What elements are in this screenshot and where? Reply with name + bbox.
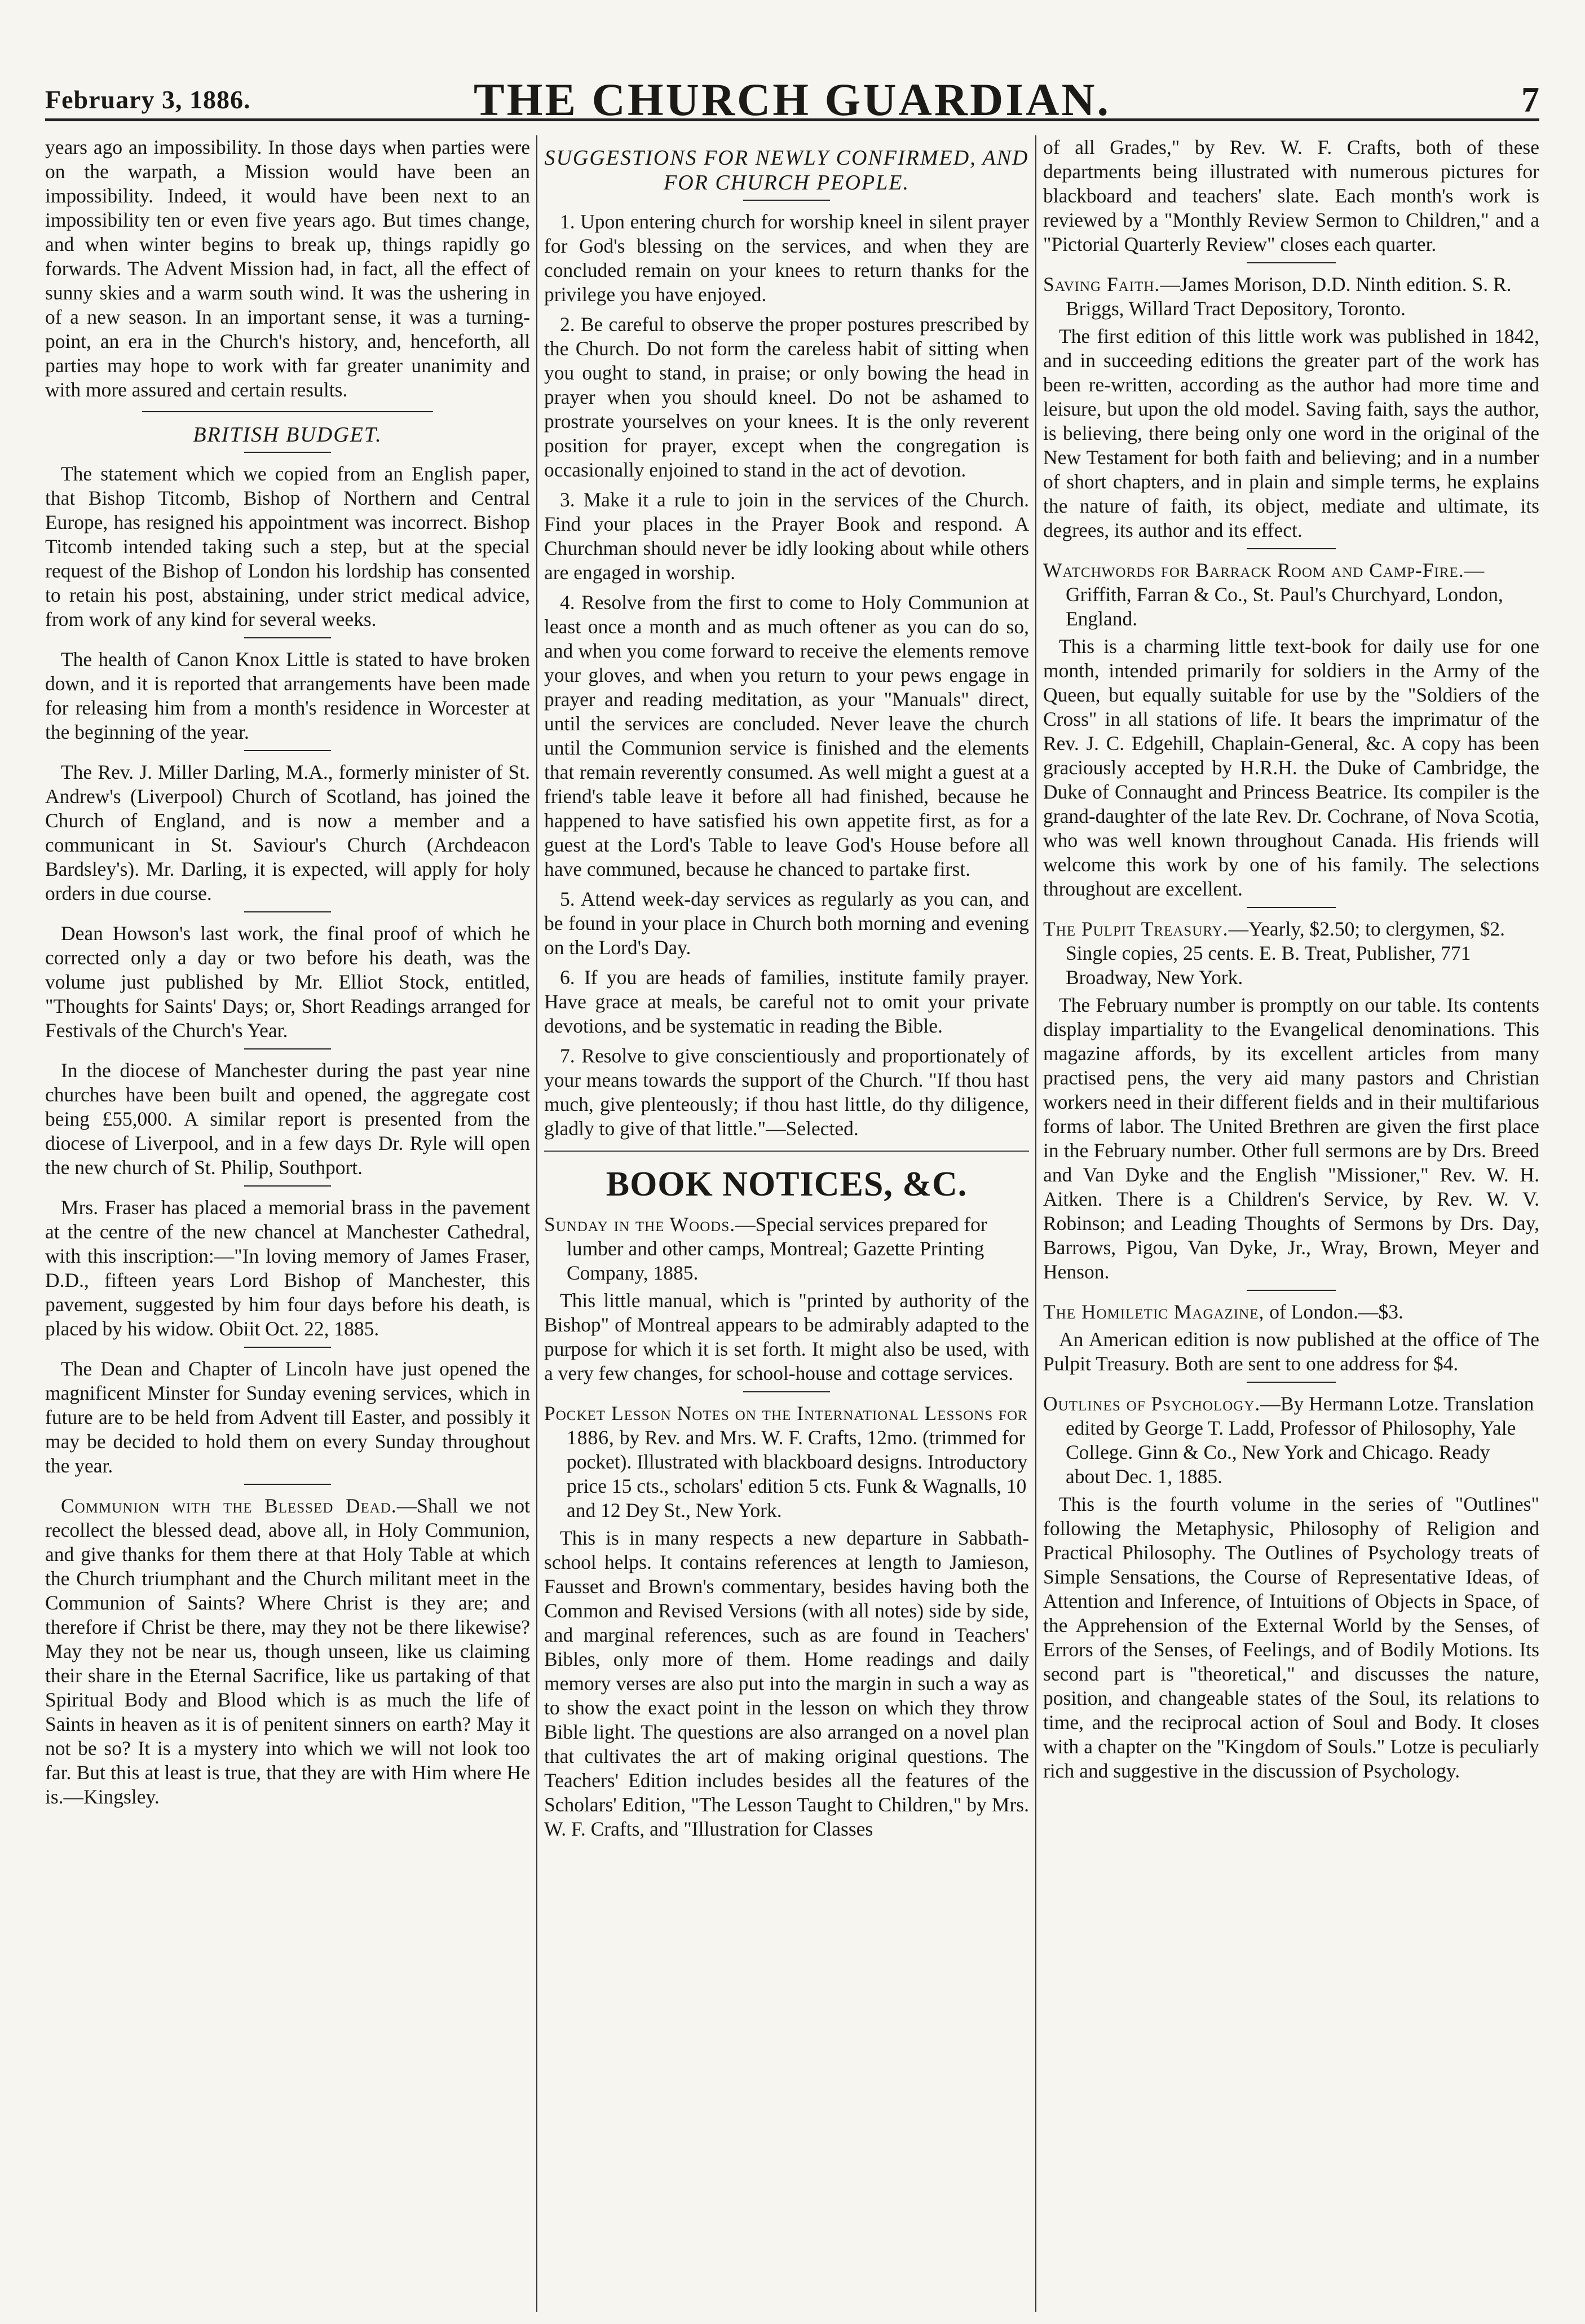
book-details: —James Morison, D.D. Ninth edition. S. R. Briggs, Willard Tract Depository, Toronto. [1066,273,1512,320]
suggestion-item: 1. Upon entering church for worship kneel in silent prayer for God's blessing on the services, and when they are concluded remain on your knees to return thanks for the privilege you have enjoyed. [544,210,1029,306]
news-item: The Rev. J. Miller Darling, M.A., formerly minister of St. Andrew's (Liverpool) Church of Scotland, has joined the Church of England, and is now a member and a communicant in St. Saviour's Church (Archdeacon Bardsley's). Mr. Darling, it is expected, will apply for holy orders in due course. [45,761,530,905]
book-title: The Pulpit Treasury. [1043,918,1229,940]
section-rule [142,411,433,412]
heading-rule [244,452,332,453]
book-title: Sunday in the Woods. [544,1213,736,1236]
column-divider [536,135,537,2312]
book-details: —Yearly, $2.50; to clergymen, $2. Single copies, 25 cents. E. B. Treat, Publisher, 771 Broadway, New York. [1066,918,1505,989]
masthead [45,62,1539,125]
item-rule [743,1391,831,1392]
book-details: —Special services prepared for lumber and other camps, Montreal; Gazette Printing Company, 1885. [567,1213,987,1284]
item-heading: Communion with the Blessed Dead. [61,1494,397,1517]
item-rule [244,911,332,912]
column-3 [1043,135,1539,2312]
book-review: This is in many respects a new departure in Sabbath-school helps. It contains references at length to Jamieson, Fausset and Brown's commentary, besides having both the Common and Revised Versions (with all notes) side by side, and marginal references, such as are found in Teachers' Bibles, only more of them. Home readings and daily memory verses are also put into the margin in such a way as to show the exact point in the lesson on which they throw Bible light. The questions are also arranged on a novel plan that cultivates the art of making original questions. The Teachers' Edition includes besides all the features of the Scholars' Edition, "The Lesson Taught to Children," by Mrs. W. F. Crafts, and "Illustration for Classes [544,1527,1029,1840]
column-divider [1035,135,1036,2312]
news-item-communion [45,1494,530,1809]
book-review: An American edition is now published at the office of The Pulpit Treasury. Both are sent to one address for $4. [1043,1328,1539,1375]
column-2 [544,135,1029,2312]
book-review: The first edition of this little work was published in 1842, and in succeeding editions the greater part of the work has been re-written, according as the author had more time and leisure, but upon the old model. Saving faith, says the author, is believing, there being only one word in the original of the New Testament for both faith and believing; and in a number of short chapters, and in plain and simple terms, he explains the nature of faith, its object, mediate and ultimate, its degrees, its author and its effect. [1043,325,1539,541]
book-review: This is a charming little text-book for daily use for one month, intended primarily for soldiers in the Army of the Queen, but equally suitable for use by the "Soldiers of the Cross" in all stations of life. It bears the imprimatur of the Rev. J. C. Edgehill, Chaplain-General, &c. A copy has been graciously accepted by H.R.H. the Duke of Cambridge, the Duke of Connaught and Princess Beatrice. Its compiler is the grand-daughter of the late Rev. Dr. Cochrane, of Nova Scotia, who was well known throughout Canada. His friends will welcome this work by one of his family. The selections throughout are excellent. [1043,635,1539,900]
book-notice-entry [1043,272,1539,321]
suggestion-item: 6. If you are heads of families, institute family prayer. Have grace at meals, be careful not to omit your private devotions, and be systematic in reading the Bible. [544,966,1029,1037]
book-details: of London.—$3. [1269,1300,1403,1323]
item-rule [1247,548,1336,549]
book-notice-entry [544,1401,1029,1523]
item-rule [244,1484,332,1485]
item-rule [1247,907,1336,908]
section-rule [544,1150,1029,1152]
book-title: Saving Faith. [1043,273,1160,296]
news-item: The statement which we copied from an English paper, that Bishop Titcomb, Bishop of Northern and Central Europe, has resigned his appointment was incorrect. Bishop Titcomb intended taking such a step, but at the special request of the Bishop of London his lordship has consented to retain his post, abstaining, under strict medical advice, from work of any kind for several weeks. [45,462,530,630]
book-notice-entry [1043,558,1539,631]
book-notice-entry [1043,1392,1539,1489]
book-title: The Homiletic Magazine, [1043,1300,1265,1323]
newspaper-title: THE CHURCH GUARDIAN. [473,74,1111,125]
article-continuation: years ago an impossibility. In those days when parties were on the warpath, a Mission would have been an impossibility. Indeed, it would have been next to an impossibility ten or even five years ago. But times change, and when winter begins to break up, things rapidly go forwards. The Advent Mission had, in fact, all the effect of sunny skies and a warm south wind. It was the ushering in of a new season. In an important sense, it was a turning-point, an era in the Church's history, and, henceforth, all parties may hope to work with far greater unanimity and with more assured and certain results. [45,136,530,401]
book-title: Outlines of Psychology. [1043,1392,1261,1415]
book-notice-entry [1043,1300,1539,1324]
heading-rule [743,200,831,201]
issue-date: February 3, 1886. [45,85,251,114]
item-rule [1247,1382,1336,1383]
news-item: The Dean and Chapter of Lincoln have just opened the magnificent Minster for Sunday evening services, which in future are to be held from Advent till Easter, and possibly it may be decided to hold them on every Sunday throughout the year. [45,1357,530,1477]
book-review: The February number is promptly on our table. Its contents display impartiality to the Evangelical denominations. This magazine affords, by its excellent articles from many practised pens, the very aid many pastors and Christian workers need in their different fields and in their multifarious forms of labor. The United Brethren are given the first place in the February number. Other full sermons are by Drs. Breed and Van Dyke and the English "Missioner," Rev. W. H. Aitken. There is a Children's Service, by Rev. W. V. Robinson; and Leading Thoughts of Sermons by Drs. Day, Barrows, Pigou, Van Dyke, Jr., Wray, Brown, Meyer and Henson. [1043,994,1539,1283]
book-notice-entry [1043,917,1539,990]
book-title: Pocket Lesson Notes on the International Lessons for 1886, [544,1402,1028,1449]
suggestion-item: 3. Make it a rule to join in the services of the Church. Find your places in the Prayer Book and respond. A Churchman should never be idly looking about while others are engaged in worship. [544,488,1029,584]
item-body: —Shall we not recollect the blessed dead, above all, in Holy Communion, and give thanks for them there at that Holy Table at which the Church triumphant and the Church militant meet in the Communion of Saints? Where Christ is they are; and therefore if Christ be there, may they not be there likewise? May they not be near us, though unseen, like us claiming their share in the Eternal Sacrifice, like us partaking of that Spiritual Body and Blood which is as much the life of Saints in heaven as it is of penitent sinners on earth? May it not be so? It is a mystery into which we will not look too far. But this at least is true, that they are with Him where He is.—Kingsley. [45,1494,530,1808]
news-item: Dean Howson's last work, the final proof of which he corrected only a day or two before his death, was the volume just published by Mr. Elliot Stock, entitled, "Thoughts for Saints' Days; or, Short Readings arranged for Festivals of the Church's Year. [45,922,530,1042]
item-rule [244,1347,332,1348]
book-details: —Griffith, Farran & Co., St. Paul's Churchyard, London, England. [1066,559,1503,630]
item-rule [244,1185,332,1187]
item-rule [1247,1290,1336,1291]
suggestion-item: 7. Resolve to give conscientiously and proportionately of your means towards the support of the Church. "If thou hast much, give plenteously; if thou hast little, do thy diligence, gladly to give of that little."—Selected. [544,1044,1029,1140]
column-1 [45,135,530,2312]
page-number: 7 [1521,80,1539,120]
suggestion-item: 2. Be careful to observe the proper postures prescribed by the Church. Do not form the careless habit of sitting when you ought to stand, in praise; or only bowing the head in prayer when you should kneel. Do not be ashamed to prostrate yourselves on your knees. It is the only reverent position for prayer, except when the congregation is occasionally enjoined to stand in the act of devotion. [544,313,1029,481]
book-review: This is the fourth volume in the series of "Outlines" following the Metaphysic, Philosophy of Religion and Practical Philosophy. The Outlines of Psychology treats of Simple Sensations, the Course of Representative Ideas, of Attention and Inference, of Intuitions of Objects in Space, of the Apprehension of the External World by the Senses, of Errors of the Senses, of Feelings, and of Bodily Motions. Its second part is "theoretical," and discusses the nature, position, and changeable states of the Soul, its relations to time, and the reciprocal action of Soul and Body. It closes with a chapter on the "Kingdom of Souls." Lotze is peculiarly rich and suggestive in the discussion of Psychology. [1043,1493,1539,1782]
news-item: The health of Canon Knox Little is stated to have broken down, and it is reported that arrangements have been made for releasing him from a month's residence in Worcester at the beginning of the year. [45,648,530,743]
book-notice-entry [544,1212,1029,1285]
item-rule [244,1048,332,1049]
item-rule [244,750,332,751]
news-item: Mrs. Fraser has placed a memorial brass in the pavement at the centre of the new chancel at Manchester Cathedral, with this inscription:—"In loving memory of James Fraser, D.D., fifteen years Lord Bishop of Manchester, this pavement, suggested by him four days before his death, is placed by his widow. Obiit Oct. 22, 1885. [45,1196,530,1340]
section-heading-suggestions: SUGGESTIONS FOR NEWLY CONFIRMED, AND FOR CHURCH PEOPLE. [544,146,1029,195]
book-details: —By Hermann Lotze. Translation edited by George T. Ladd, Professor of Philosophy, Yale College. Ginn & Co., New York and Chicago. Ready about Dec. 1, 1885. [1066,1392,1534,1488]
item-rule [244,637,332,638]
suggestion-item: 4. Resolve from the first to come to Holy Communion at least once a month and as much oftener as you can do so, and when you come forward to receive the elements remove your gloves, and when you return to your pews engage in prayer and reading meditation, as your "Manuals" direct, until the services are concluded. Never leave the church until the Communion service is finished and the elements that remain reverently consumed. As well might a guest at a friend's table leave it before all had finished, because he happened to have satisfied his own appetite first, as for a guest at the Lord's Table to leave God's House before all have communed, because he chanced to partake first. [544,591,1029,880]
item-rule [1247,262,1336,263]
section-heading-british-budget: BRITISH BUDGET. [193,423,382,447]
book-details: by Rev. and Mrs. W. F. Crafts, 12mo. (trimmed for pocket). Illustrated with blackboard designs. Introductory price 15 cts., scholars' edition 5 cts. Funk & Wagnalls, 10 and 12 Dey St., New York. [567,1426,1028,1522]
section-heading-book-notices: BOOK NOTICES, &C. [606,1165,968,1203]
book-review-continuation: of all Grades," by Rev. W. F. Crafts, both of these departments being illustrated with numerous pictures for blackboard and teachers' slate. Each month's work is reviewed by a "Monthly Review Sermon to Children," and a "Pictorial Quarterly Review" closes each quarter. [1043,136,1539,255]
book-review: This little manual, which is "printed by authority of the Bishop" of Montreal appears to be admirably adapted to the purpose for which it is set forth. It might also be used, with a very few changes, for school-house and cottage services. [544,1289,1029,1384]
news-item: In the diocese of Manchester during the past year nine churches have been built and opened, the aggregate cost being £55,000. A similar report is presented from the diocese of Liverpool, and in a few days Dr. Ryle will open the new church of St. Philip, Southport. [45,1059,530,1179]
book-title: Watchwords for Barrack Room and Camp-Fire. [1043,559,1464,581]
suggestion-item: 5. Attend week-day services as regularly as you can, and be found in your place in Church both morning and evening on the Lord's Day. [544,888,1029,959]
